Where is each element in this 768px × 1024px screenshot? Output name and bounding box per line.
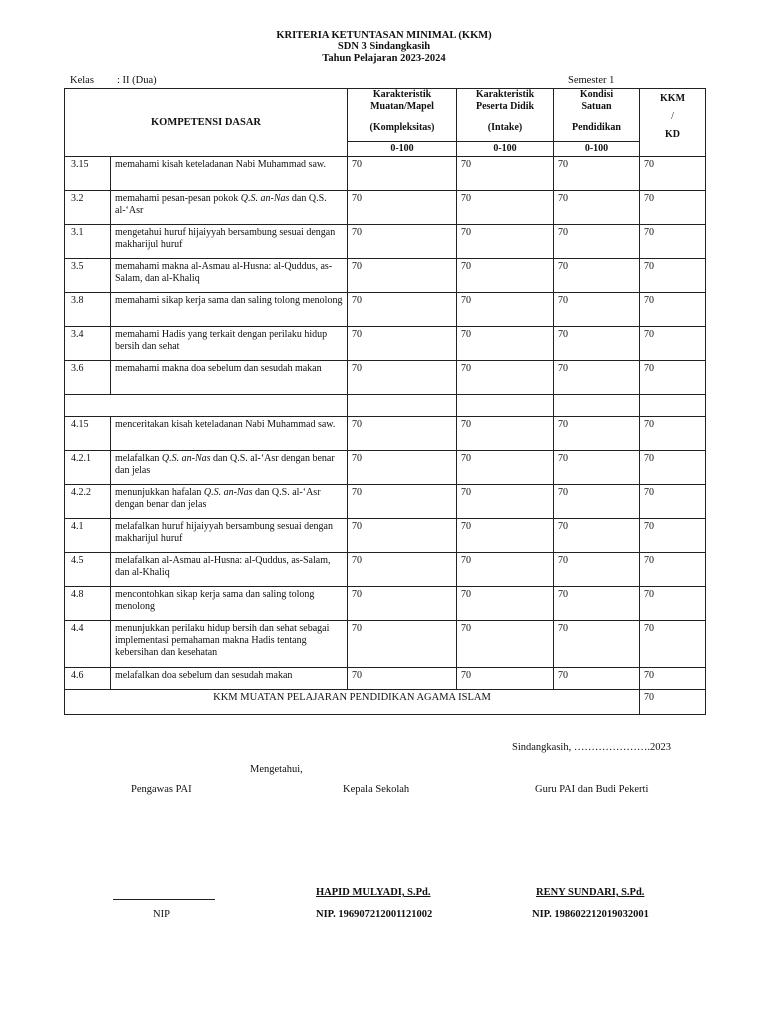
value-kkm: 70 [640,259,706,293]
value-peserta: 70 [457,451,554,485]
value-satuan: 70 [554,417,640,451]
table-row [65,668,706,690]
value-muatan: 70 [348,621,457,668]
kd-code: 4.2.2 [65,485,111,519]
value-satuan: 70 [554,259,640,293]
kd-description: melafalkan doa sebelum dan sesudah makan [111,668,348,690]
value-peserta: 70 [457,553,554,587]
value-satuan: 70 [554,485,640,519]
value-kkm: 70 [640,485,706,519]
kd-description: mencontohkan sikap kerja sama dan saling tolong menolong [111,587,348,621]
table-row [65,451,706,485]
table-row [65,327,706,361]
value-peserta: 70 [457,485,554,519]
value-kkm: 70 [640,157,706,191]
value-muatan: 70 [348,668,457,690]
pengawas-title: Pengawas PAI [131,784,192,795]
kd-code: 3.6 [65,361,111,395]
table-row [65,293,706,327]
school-name: SDN 3 Sindangkasih [337,41,431,52]
value-muatan: 70 [348,259,457,293]
value-kkm: 70 [640,553,706,587]
kd-description: memahami kisah keteladanan Nabi Muhammad saw. [111,157,348,191]
value-muatan: 70 [348,361,457,395]
value-peserta: 70 [457,259,554,293]
value-muatan: 70 [348,191,457,225]
value-satuan: 70 [554,668,640,690]
guru-name: RENY SUNDARI, S.Pd. [536,887,645,898]
summary-label: KKM MUATAN PELAJARAN PENDIDIKAN AGAMA ISLAM [65,690,640,715]
kd-description: memahami Hadis yang terkait dengan perilaku hidup bersih dan sehat [111,327,348,361]
value-satuan: 70 [554,191,640,225]
value-satuan: 70 [554,293,640,327]
kelas-label: Kelas [70,75,94,86]
table-row [65,621,706,668]
value-kkm: 70 [640,621,706,668]
header-kkm-kd: KKM / KD [640,89,706,157]
value-peserta: 70 [457,621,554,668]
table-row [65,191,706,225]
summary-row [65,690,706,715]
kd-description: melafalkan Q.S. an-Nas dan Q.S. al-‘Asr dengan benar dan jelas [111,451,348,485]
blank-cell [348,395,457,417]
value-peserta: 70 [457,327,554,361]
kd-code: 3.15 [65,157,111,191]
value-peserta: 70 [457,668,554,690]
value-satuan: 70 [554,327,640,361]
range-satuan: 0-100 [554,142,640,157]
value-satuan: 70 [554,587,640,621]
value-peserta: 70 [457,361,554,395]
value-muatan: 70 [348,327,457,361]
value-kkm: 70 [640,668,706,690]
table-row [65,259,706,293]
guru-title: Guru PAI dan Budi Pekerti [535,784,649,795]
academic-year: Tahun Pelajaran 2023-2024 [322,53,446,64]
value-kkm: 70 [640,293,706,327]
semester-label: Semester 1 [568,75,615,86]
value-muatan: 70 [348,519,457,553]
kd-description: menunjukkan perilaku hidup bersih dan sehat sebagai implementasi pemahaman makna Hadis tentang kebersihan dan kesehatan [111,621,348,668]
table-row [65,361,706,395]
value-satuan: 70 [554,519,640,553]
pengawas-nip: NIP [153,909,170,920]
kd-code: 4.1 [65,519,111,553]
kd-code: 4.15 [65,417,111,451]
kd-code: 3.8 [65,293,111,327]
kd-header: KOMPETENSI DASAR [65,89,348,157]
kepsek-name: HAPID MULYADI, S.Pd. [316,887,431,898]
mengetahui-label: Mengetahui, [250,764,303,775]
kepsek-title: Kepala Sekolah [343,784,410,795]
value-satuan: 70 [554,451,640,485]
kd-code: 3.2 [65,191,111,225]
document-title: KRITERIA KETUNTASAN MINIMAL (KKM) [276,30,492,41]
value-satuan: 70 [554,361,640,395]
value-muatan: 70 [348,451,457,485]
kd-code: 4.4 [65,621,111,668]
pengawas-signature-line [113,899,215,900]
value-peserta: 70 [457,191,554,225]
kd-description: memahami pesan-pesan pokok Q.S. an-Nas dan Q.S. al-‘Asr [111,191,348,225]
value-muatan: 70 [348,485,457,519]
kd-description: memahami sikap kerja sama dan saling tolong menolong [111,293,348,327]
kelas-value: : II (Dua) [117,75,157,86]
kd-description: melafalkan al-Asmau al-Husna: al-Quddus, as-Salam, dan al-Khaliq [111,553,348,587]
kd-description: melafalkan huruf hijaiyyah bersambung sesuai dengan makharijul huruf [111,519,348,553]
value-kkm: 70 [640,417,706,451]
kd-description: menunjukkan hafalan Q.S. an-Nas dan Q.S. al-‘Asr dengan benar dan jelas [111,485,348,519]
value-satuan: 70 [554,225,640,259]
table-row [65,157,706,191]
blank-cell [640,395,706,417]
value-peserta: 70 [457,519,554,553]
kd-code: 4.5 [65,553,111,587]
value-peserta: 70 [457,157,554,191]
blank-row [65,395,706,417]
kd-code: 3.1 [65,225,111,259]
value-peserta: 70 [457,225,554,259]
table-row [65,485,706,519]
kkm-table [64,88,706,715]
value-muatan: 70 [348,225,457,259]
kd-description: memahami makna al-Asmau al-Husna: al-Quddus, as-Salam, dan al-Khaliq [111,259,348,293]
kd-description: mengetahui huruf hijaiyyah bersambung sesuai dengan makharijul huruf [111,225,348,259]
kd-description: memahami makna doa sebelum dan sesudah makan [111,361,348,395]
value-kkm: 70 [640,451,706,485]
kepsek-nip: NIP. 196907212001121002 [316,909,433,920]
table-row [65,587,706,621]
kd-code: 4.6 [65,668,111,690]
value-kkm: 70 [640,225,706,259]
table-row [65,519,706,553]
blank-cell [65,395,348,417]
value-muatan: 70 [348,157,457,191]
header-satuan-pendidikan: Kondisi Satuan Pendidikan [554,89,640,142]
value-muatan: 70 [348,417,457,451]
value-kkm: 70 [640,327,706,361]
value-kkm: 70 [640,191,706,225]
header-peserta-didik: Karakteristik Peserta Didik (Intake) [457,89,554,142]
value-kkm: 70 [640,587,706,621]
place-date: Sindangkasih, ………………….2023 [512,742,671,753]
range-peserta: 0-100 [457,142,554,157]
value-muatan: 70 [348,293,457,327]
kd-code: 3.5 [65,259,111,293]
value-satuan: 70 [554,621,640,668]
summary-value: 70 [640,690,706,715]
kd-code: 4.2.1 [65,451,111,485]
value-peserta: 70 [457,293,554,327]
value-muatan: 70 [348,587,457,621]
guru-nip: NIP. 198602212019032001 [532,909,649,920]
blank-cell [457,395,554,417]
value-muatan: 70 [348,553,457,587]
value-satuan: 70 [554,553,640,587]
header-muatan: Karakteristik Muatan/Mapel (Kompleksitas) [348,89,457,142]
table-row [65,417,706,451]
table-row [65,553,706,587]
kd-code: 3.4 [65,327,111,361]
value-satuan: 70 [554,157,640,191]
value-kkm: 70 [640,519,706,553]
value-peserta: 70 [457,417,554,451]
value-peserta: 70 [457,587,554,621]
kd-description: menceritakan kisah keteladanan Nabi Muhammad saw. [111,417,348,451]
range-muatan: 0-100 [348,142,457,157]
blank-cell [554,395,640,417]
value-kkm: 70 [640,361,706,395]
kd-code: 4.8 [65,587,111,621]
table-row [65,225,706,259]
